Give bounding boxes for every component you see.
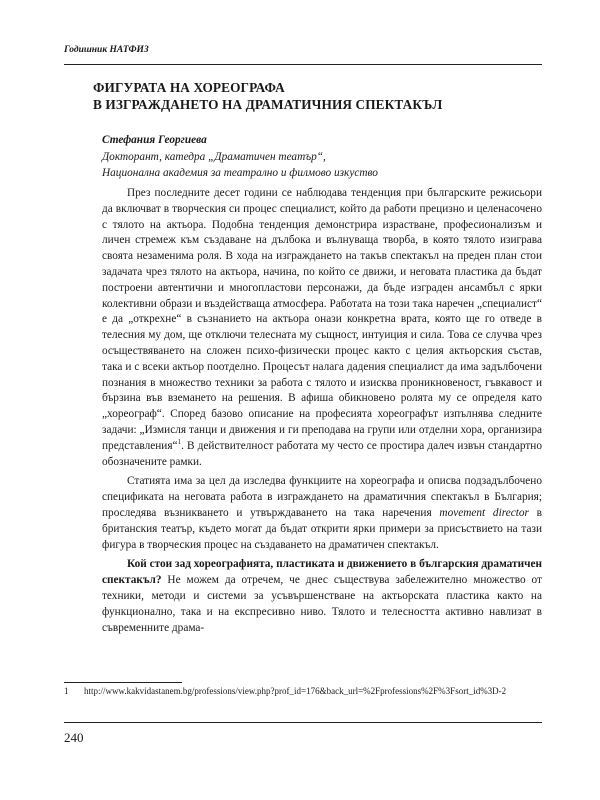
author-block (102, 132, 542, 182)
article-body (102, 186, 542, 636)
italic-term: movement director (439, 506, 529, 519)
paragraph (102, 557, 542, 636)
paragraph-text: Статията има за цел да изследва функциите на хореографа и описва подзадълбочено спецификата на неговата работа в изграждането на драматичния спектакъл в България; проследява възникването и утвърждаването на така наречения (102, 475, 542, 519)
paragraph-text: Не можем да отречем, че днес съществува забележително множество от техники, методи и системи за усъвършенстване на актьорската пластика както на функционално, така и на експресивно ниво. Тялото и телесността активно навлизат в съвременните драма- (102, 574, 542, 634)
footer-rule (64, 722, 542, 723)
footnote-rule (64, 682, 182, 683)
footnote-link[interactable]: http://www.kakvidastanem.bg/professions/view.php?prof_id=176&back_url=%2Fprofessions%2F%3Fsort_id%3D-2 (84, 686, 507, 696)
affiliation-line: Национална академия за театрално и филмово изкуство (102, 167, 378, 179)
paragraph-text: в британския театър, където могат да бъдат открити ярки примери за присъствието на тази фигура в творческия процес на създаването на драматичен спектакъл. (102, 506, 542, 551)
author-name: Стефания Георгиева (102, 134, 207, 146)
title-line: ФИГУРАТА НА ХОРЕОГРАФА (93, 80, 285, 95)
paragraph-text: . В действителност работата му често се простира далеч извън стандартно обозначените рамки. (102, 439, 542, 468)
running-head: Годишник НАТФИЗ (64, 45, 149, 55)
footnote-number: 1 (64, 686, 69, 696)
article-title (93, 79, 553, 113)
header-rule (64, 64, 542, 65)
paragraph (102, 474, 542, 553)
footnote-marker: 1 (177, 437, 182, 446)
bold-question: Кой стои зад хореографията, пластиката и движението в българския драматичен спектакъл? (102, 558, 542, 587)
title-line: В ИЗГРАЖДАНЕТО НА ДРАМАТИЧНИЯ СПЕКТАКЪЛ (93, 97, 443, 112)
page-number: 240 (64, 730, 84, 745)
affiliation-line: Докторант, катедра „Драматичен театър“, (102, 150, 326, 163)
footnote (64, 686, 544, 698)
paragraph (102, 186, 542, 470)
paragraph-text: През последните десет години се наблюдава тенденция при българските режисьори да включват в творческия си процес специалист, който да работи прецизно и целенасочено с тялото на актьора. Подобна тенденция демонстрира израстване, професионализъм и личен стремеж към създаване на дълбока и вълнуваща творба, в която тялото изиграва своята незаменима роля. В хода на изграждането на такъв спектакъл на преден план стои задачата чрез тялото на актьора, начина, по който се движи, и неговата пластика да бъдат построени автентични и многопластови персонажи, да бъде изграден ансамбъл с ярки колективни образи и въздействаща атмосфера. Работата на този така наречен „специалист“ е да „открехне“ в съзнанието на актьора онази конкретна врата, която ще го отведе в телесния му дом, ще отключи телесната му същност, интуиция и сила. Това се случва чрез осъществяването на сложен психо-физически процес както с целия актьорския състав, така и с всеки актьор поотделно. Процесът налага дадения специалист да има задълбочени познания в множество техники за работа с тялото и изисква проникновеност, гъвкавост и бързина във вземането на решения. В афиша обикновено ролята му се определя като „хореограф“. Според базово описание на професията хореографът изпълнява следните задачи: „Измисля танци и движения и ги преподава на групи или отделни хора, организира представления“ (102, 187, 542, 452)
